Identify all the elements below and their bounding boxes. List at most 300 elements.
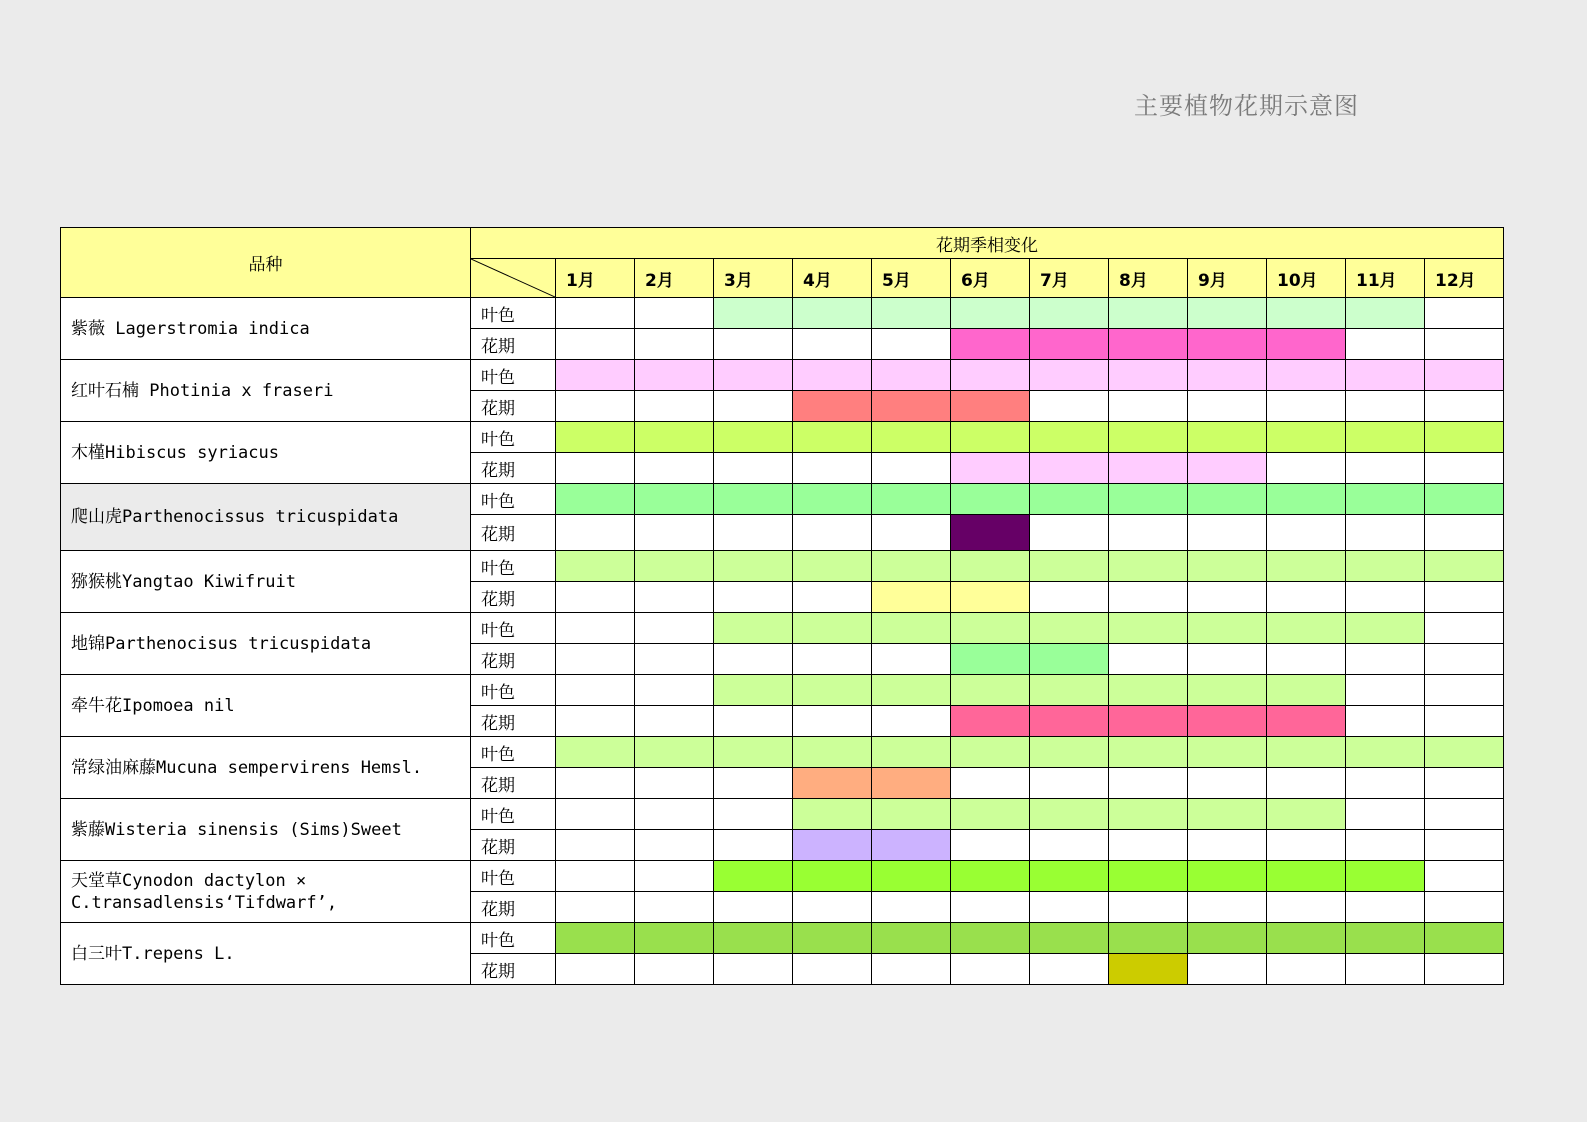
month-cell [1267, 737, 1346, 768]
month-cell [793, 360, 872, 391]
plant-name: 木槿Hibiscus syriacus [61, 422, 471, 484]
month-cell [1267, 484, 1346, 515]
month-cell [1188, 329, 1267, 360]
page-title: 主要植物花期示意图 [1134, 92, 1359, 120]
month-cell [556, 861, 635, 892]
month-cell [1030, 830, 1109, 861]
month-cell [635, 861, 714, 892]
month-cell [635, 484, 714, 515]
month-header: 5月 [872, 259, 951, 298]
month-cell [1109, 360, 1188, 391]
month-cell [1346, 484, 1425, 515]
month-cell [1346, 453, 1425, 484]
month-cell [1425, 737, 1504, 768]
month-cell [556, 582, 635, 613]
table-row [61, 923, 1504, 954]
month-cell [1346, 644, 1425, 675]
month-header: 8月 [1109, 259, 1188, 298]
month-cell [793, 892, 872, 923]
month-cell [1188, 706, 1267, 737]
month-cell [872, 892, 951, 923]
month-cell [1030, 551, 1109, 582]
month-cell [635, 768, 714, 799]
month-cell [556, 644, 635, 675]
month-cell [635, 830, 714, 861]
month-cell [1425, 799, 1504, 830]
flowering-label: 花期 [471, 892, 556, 923]
month-cell [1109, 329, 1188, 360]
month-cell [635, 360, 714, 391]
month-cell [951, 484, 1030, 515]
month-cell [1267, 892, 1346, 923]
month-cell [556, 453, 635, 484]
month-cell [872, 799, 951, 830]
month-cell [1346, 391, 1425, 422]
month-cell [1188, 422, 1267, 453]
month-cell [951, 613, 1030, 644]
month-cell [1267, 613, 1346, 644]
month-cell [556, 768, 635, 799]
month-cell [1425, 954, 1504, 985]
month-cell [951, 737, 1030, 768]
leaf-color-label: 叶色 [471, 484, 556, 515]
month-header: 9月 [1188, 259, 1267, 298]
month-cell [1188, 515, 1267, 551]
month-cell [1267, 329, 1346, 360]
month-cell [793, 861, 872, 892]
month-cell [872, 675, 951, 706]
leaf-color-label: 叶色 [471, 737, 556, 768]
month-cell [951, 453, 1030, 484]
diagonal-header-cell [471, 259, 556, 298]
month-cell [1346, 892, 1425, 923]
month-cell [714, 954, 793, 985]
month-cell [635, 675, 714, 706]
month-cell [793, 644, 872, 675]
month-cell [1346, 675, 1425, 706]
flowering-label: 花期 [471, 391, 556, 422]
month-cell [714, 391, 793, 422]
month-cell [1267, 551, 1346, 582]
month-cell [793, 422, 872, 453]
month-cell [793, 329, 872, 360]
leaf-color-label: 叶色 [471, 360, 556, 391]
month-cell [872, 737, 951, 768]
month-cell [1267, 582, 1346, 613]
month-cell [1346, 613, 1425, 644]
leaf-color-label: 叶色 [471, 923, 556, 954]
phase-change-header: 花期季相变化 [471, 228, 1504, 259]
month-cell [1267, 954, 1346, 985]
leaf-color-label: 叶色 [471, 799, 556, 830]
month-cell [1267, 861, 1346, 892]
month-cell [1030, 861, 1109, 892]
month-cell [1109, 675, 1188, 706]
month-cell [635, 737, 714, 768]
month-cell [556, 675, 635, 706]
month-cell [872, 706, 951, 737]
month-cell [793, 675, 872, 706]
month-cell [1267, 391, 1346, 422]
month-header: 3月 [714, 259, 793, 298]
month-cell [951, 830, 1030, 861]
month-cell [1188, 954, 1267, 985]
month-cell [951, 861, 1030, 892]
month-header: 4月 [793, 259, 872, 298]
month-cell [714, 923, 793, 954]
month-header: 10月 [1267, 259, 1346, 298]
month-cell [635, 706, 714, 737]
month-cell [1030, 329, 1109, 360]
month-cell [1109, 892, 1188, 923]
month-cell [1188, 768, 1267, 799]
month-cell [1425, 861, 1504, 892]
table-row [61, 298, 1504, 329]
month-cell [1425, 706, 1504, 737]
table-row [61, 613, 1504, 644]
month-cell [1188, 892, 1267, 923]
month-cell [1109, 799, 1188, 830]
month-cell [635, 551, 714, 582]
month-cell [714, 830, 793, 861]
month-cell [872, 298, 951, 329]
month-cell [793, 453, 872, 484]
month-cell [872, 551, 951, 582]
table-row [61, 422, 1504, 453]
month-cell [714, 360, 793, 391]
month-cell [872, 453, 951, 484]
month-cell [951, 954, 1030, 985]
month-cell [1109, 453, 1188, 484]
month-header: 12月 [1425, 259, 1504, 298]
month-cell [1030, 768, 1109, 799]
month-cell [1030, 923, 1109, 954]
month-cell [1109, 768, 1188, 799]
flowering-label: 花期 [471, 706, 556, 737]
month-cell [872, 861, 951, 892]
month-cell [1267, 644, 1346, 675]
table-row [61, 737, 1504, 768]
month-cell [1109, 613, 1188, 644]
month-cell [1030, 675, 1109, 706]
flowering-label: 花期 [471, 453, 556, 484]
plant-name: 地锦Parthenocisus tricuspidata [61, 613, 471, 675]
month-cell [1267, 675, 1346, 706]
plant-name: 紫藤Wisteria sinensis (Sims)Sweet [61, 799, 471, 861]
month-cell [1267, 768, 1346, 799]
month-cell [1030, 706, 1109, 737]
month-cell [714, 613, 793, 644]
month-cell [1425, 515, 1504, 551]
month-cell [1109, 954, 1188, 985]
month-cell [1109, 644, 1188, 675]
month-cell [1425, 613, 1504, 644]
month-cell [872, 484, 951, 515]
month-cell [635, 799, 714, 830]
month-cell [1188, 861, 1267, 892]
month-cell [793, 954, 872, 985]
month-cell [1425, 329, 1504, 360]
month-header: 1月 [556, 259, 635, 298]
month-cell [556, 422, 635, 453]
variety-header: 品种 [61, 228, 471, 298]
month-cell [1109, 830, 1188, 861]
plant-name: 紫薇 Lagerstromia indica [61, 298, 471, 360]
month-cell [556, 360, 635, 391]
month-cell [1030, 582, 1109, 613]
month-cell [951, 551, 1030, 582]
month-cell [1425, 768, 1504, 799]
month-cell [1267, 422, 1346, 453]
month-cell [1346, 799, 1425, 830]
month-cell [556, 830, 635, 861]
leaf-color-label: 叶色 [471, 613, 556, 644]
month-cell [714, 675, 793, 706]
plant-name: 常绿油麻藤Mucuna sempervirens Hemsl. [61, 737, 471, 799]
month-cell [1188, 923, 1267, 954]
month-cell [1425, 675, 1504, 706]
month-cell [1425, 551, 1504, 582]
month-cell [951, 582, 1030, 613]
month-cell [872, 613, 951, 644]
month-cell [1109, 391, 1188, 422]
month-cell [1346, 329, 1425, 360]
month-cell [793, 515, 872, 551]
month-cell [714, 582, 793, 613]
month-cell [1425, 892, 1504, 923]
month-cell [1188, 484, 1267, 515]
month-cell [635, 298, 714, 329]
plant-name: 爬山虎Parthenocissus tricuspidata [61, 484, 471, 551]
month-cell [1188, 551, 1267, 582]
month-cell [1188, 298, 1267, 329]
flowering-period-table [60, 227, 1504, 985]
leaf-color-label: 叶色 [471, 298, 556, 329]
month-cell [635, 422, 714, 453]
table-row [61, 675, 1504, 706]
month-cell [793, 768, 872, 799]
month-cell [1109, 422, 1188, 453]
month-cell [793, 737, 872, 768]
plant-name: 白三叶T.repens L. [61, 923, 471, 985]
month-cell [793, 799, 872, 830]
month-cell [1109, 706, 1188, 737]
month-cell [1109, 861, 1188, 892]
month-cell [1109, 582, 1188, 613]
month-cell [872, 830, 951, 861]
leaf-color-label: 叶色 [471, 861, 556, 892]
month-cell [556, 515, 635, 551]
month-cell [1188, 582, 1267, 613]
month-cell [951, 515, 1030, 551]
month-cell [1030, 360, 1109, 391]
month-cell [1267, 360, 1346, 391]
month-cell [951, 298, 1030, 329]
flowering-label: 花期 [471, 644, 556, 675]
month-cell [872, 954, 951, 985]
month-cell [714, 706, 793, 737]
month-cell [1188, 391, 1267, 422]
month-cell [951, 892, 1030, 923]
month-header: 6月 [951, 259, 1030, 298]
month-cell [1425, 830, 1504, 861]
month-cell [635, 329, 714, 360]
table-row [61, 861, 1504, 892]
month-cell [1346, 422, 1425, 453]
month-cell [556, 298, 635, 329]
month-cell [1188, 613, 1267, 644]
month-cell [872, 644, 951, 675]
month-cell [714, 453, 793, 484]
month-cell [1425, 582, 1504, 613]
month-cell [1425, 644, 1504, 675]
month-cell [1188, 737, 1267, 768]
month-cell [793, 830, 872, 861]
month-header: 2月 [635, 259, 714, 298]
flowering-label: 花期 [471, 515, 556, 551]
leaf-color-label: 叶色 [471, 422, 556, 453]
month-cell [872, 515, 951, 551]
flowering-label: 花期 [471, 329, 556, 360]
month-cell [1030, 453, 1109, 484]
month-cell [1267, 799, 1346, 830]
month-cell [635, 954, 714, 985]
flowering-label: 花期 [471, 954, 556, 985]
month-cell [635, 892, 714, 923]
month-cell [1346, 515, 1425, 551]
month-cell [1346, 768, 1425, 799]
month-cell [1030, 892, 1109, 923]
month-cell [635, 644, 714, 675]
month-cell [1346, 830, 1425, 861]
month-cell [714, 799, 793, 830]
plant-name: 天堂草Cynodon dactylon × C.transadlensis‘Tifdwarf’, [61, 861, 471, 923]
plant-name: 牵牛花Ipomoea nil [61, 675, 471, 737]
month-cell [1346, 551, 1425, 582]
month-cell [1425, 422, 1504, 453]
month-cell [951, 799, 1030, 830]
month-cell [635, 391, 714, 422]
month-cell [1346, 360, 1425, 391]
month-cell [1188, 799, 1267, 830]
plant-name: 猕猴桃Yangtao Kiwifruit [61, 551, 471, 613]
month-header: 7月 [1030, 259, 1109, 298]
month-cell [1267, 830, 1346, 861]
month-cell [635, 582, 714, 613]
month-cell [1030, 391, 1109, 422]
month-cell [556, 706, 635, 737]
month-cell [556, 954, 635, 985]
month-cell [714, 644, 793, 675]
month-cell [1346, 737, 1425, 768]
month-cell [1030, 737, 1109, 768]
month-cell [1188, 453, 1267, 484]
month-cell [1346, 861, 1425, 892]
month-cell [714, 861, 793, 892]
month-cell [793, 391, 872, 422]
month-cell [1030, 422, 1109, 453]
flowering-label: 花期 [471, 582, 556, 613]
month-cell [556, 799, 635, 830]
month-cell [714, 329, 793, 360]
month-cell [872, 329, 951, 360]
flowering-label: 花期 [471, 830, 556, 861]
month-cell [1188, 830, 1267, 861]
month-cell [1030, 515, 1109, 551]
month-cell [793, 551, 872, 582]
month-cell [1425, 391, 1504, 422]
month-cell [1188, 360, 1267, 391]
month-cell [1425, 484, 1504, 515]
month-cell [556, 923, 635, 954]
month-cell [1030, 954, 1109, 985]
table-row [61, 799, 1504, 830]
month-cell [1267, 706, 1346, 737]
month-cell [1188, 644, 1267, 675]
month-cell [556, 613, 635, 644]
month-cell [635, 613, 714, 644]
month-cell [872, 923, 951, 954]
month-cell [635, 515, 714, 551]
month-cell [951, 644, 1030, 675]
table-row [61, 484, 1504, 515]
month-cell [793, 484, 872, 515]
month-cell [1267, 515, 1346, 551]
month-cell [793, 706, 872, 737]
month-cell [1030, 484, 1109, 515]
month-cell [714, 892, 793, 923]
month-cell [1346, 706, 1425, 737]
month-cell [951, 391, 1030, 422]
month-cell [872, 360, 951, 391]
month-cell [951, 923, 1030, 954]
month-cell [714, 484, 793, 515]
month-cell [872, 391, 951, 422]
month-cell [635, 923, 714, 954]
month-cell [951, 360, 1030, 391]
month-cell [872, 422, 951, 453]
month-cell [1109, 551, 1188, 582]
month-cell [951, 675, 1030, 706]
month-cell [1109, 923, 1188, 954]
month-cell [1188, 675, 1267, 706]
month-cell [1425, 360, 1504, 391]
month-cell [1030, 644, 1109, 675]
month-cell [1425, 298, 1504, 329]
month-cell [1109, 298, 1188, 329]
month-cell [714, 298, 793, 329]
month-cell [714, 551, 793, 582]
month-cell [793, 923, 872, 954]
month-cell [1109, 737, 1188, 768]
month-cell [793, 298, 872, 329]
month-cell [1346, 298, 1425, 329]
month-cell [1030, 613, 1109, 644]
month-cell [1425, 923, 1504, 954]
month-cell [872, 582, 951, 613]
month-cell [1109, 515, 1188, 551]
month-cell [872, 768, 951, 799]
month-cell [556, 391, 635, 422]
leaf-color-label: 叶色 [471, 551, 556, 582]
month-cell [1267, 298, 1346, 329]
month-cell [951, 706, 1030, 737]
month-cell [793, 613, 872, 644]
month-cell [556, 484, 635, 515]
month-cell [951, 329, 1030, 360]
table-row [61, 551, 1504, 582]
month-cell [556, 329, 635, 360]
